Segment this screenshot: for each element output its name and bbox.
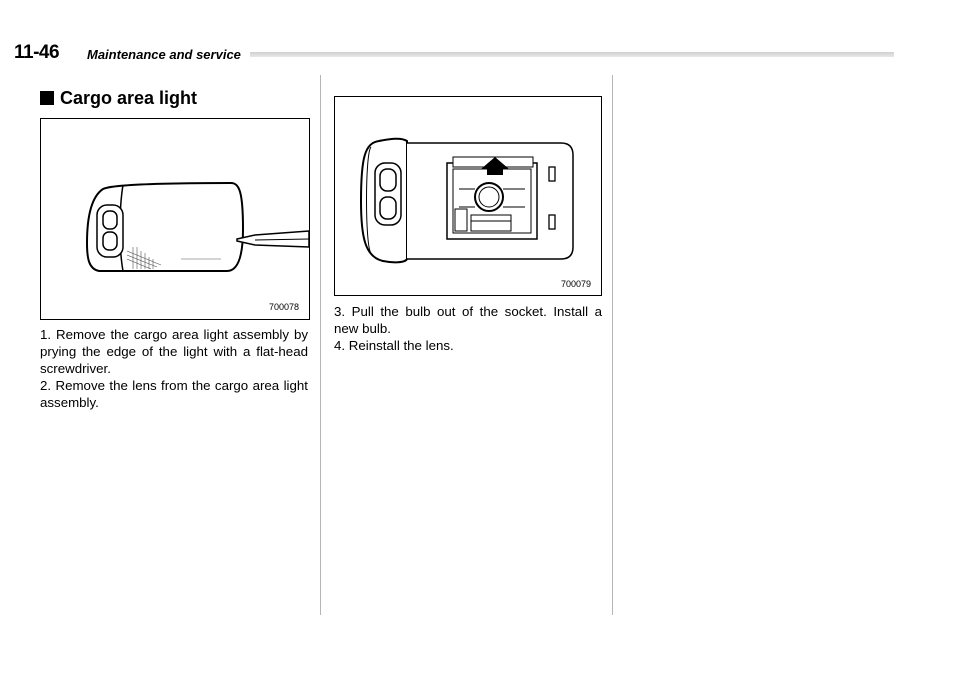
step-3: 3. Pull the bulb out of the socket. Install a new bulb. [334, 304, 602, 336]
column-divider-left [320, 75, 321, 615]
instructions-column-2 [334, 303, 602, 354]
header-bar [250, 52, 894, 57]
figure-light-removal [40, 118, 310, 320]
bulb-socket-illustration [335, 97, 601, 295]
figure-bulb-socket [334, 96, 602, 296]
header-section-title: Maintenance and service [87, 47, 241, 62]
figure-id: 700078 [268, 302, 299, 312]
step-2: 2. Remove the lens from the cargo area light assembly. [40, 378, 308, 410]
cargo-light-illustration [41, 119, 309, 319]
column-divider-right [612, 75, 613, 615]
section-title-text: Cargo area light [60, 88, 198, 108]
figure-id: 700079 [560, 279, 591, 289]
page-number: 11-46 [14, 42, 60, 63]
square-bullet-icon [40, 91, 54, 105]
step-1: 1. Remove the cargo area light assembly by prying the edge of the light with a flat-head screwdriver. [40, 327, 308, 376]
page-header [14, 42, 894, 66]
step-4: 4. Reinstall the lens. [334, 338, 454, 353]
instructions-column-1 [40, 326, 308, 411]
section-title [40, 88, 197, 109]
